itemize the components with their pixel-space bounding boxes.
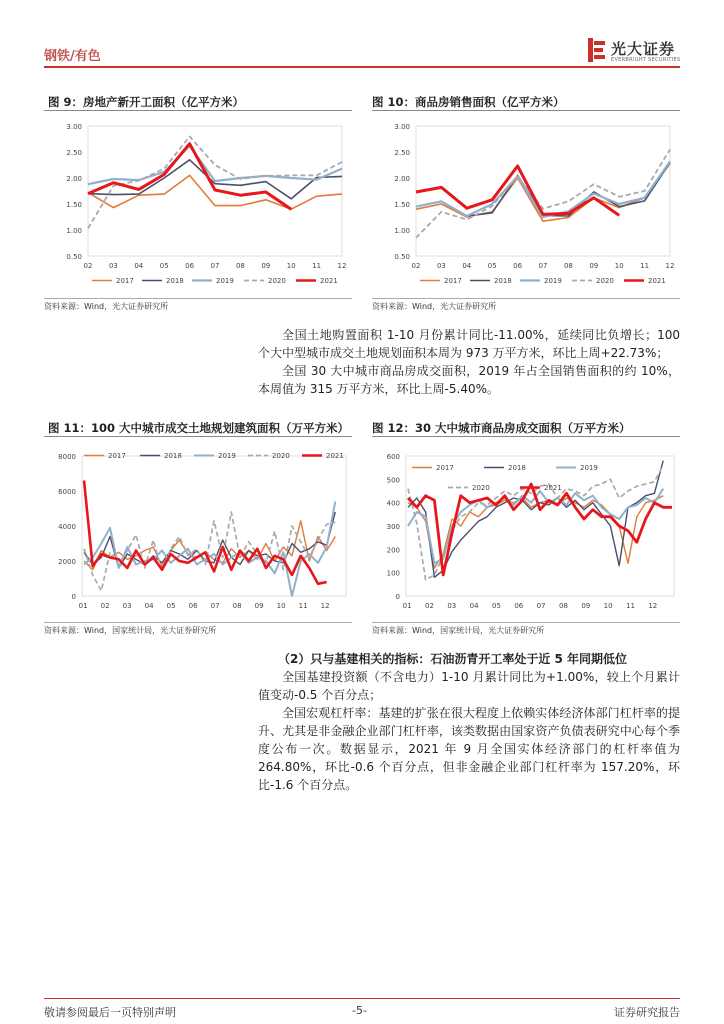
x-tick-label: 07: [536, 602, 546, 610]
legend-label-2020: 2020: [472, 484, 490, 492]
legend-label-2018: 2018: [494, 277, 512, 285]
y-tick-label: 2.00: [394, 175, 410, 183]
y-tick-label: 8000: [58, 453, 76, 461]
brand-name-en: EVERBRIGHT SECURITIES: [611, 57, 681, 63]
x-tick-label: 05: [159, 262, 169, 270]
x-tick-label: 10: [286, 262, 296, 270]
y-tick-label: 1.00: [66, 227, 82, 235]
y-tick-label: 3.00: [394, 123, 410, 131]
legend-label-2021: 2021: [544, 484, 562, 492]
x-tick-label: 04: [462, 262, 472, 270]
y-tick-label: 2.00: [66, 175, 82, 183]
x-tick-label: 12: [665, 262, 675, 270]
x-tick-label: 07: [210, 602, 220, 610]
footer-disclaimer: 敬请参阅最后一页特别声明: [44, 1006, 176, 1019]
x-tick-label: 09: [261, 262, 271, 270]
header-divider: [44, 66, 680, 68]
x-tick-label: 11: [312, 262, 322, 270]
plot-area: [82, 456, 346, 596]
x-tick-label: 06: [188, 602, 198, 610]
figure-12-source-rule: [372, 622, 680, 623]
figure-11-source-rule: [44, 622, 352, 623]
x-tick-label: 10: [603, 602, 613, 610]
section-2-heading: （2）只与基建相关的指标：石油沥青开工率处于近 5 年同期低位: [278, 652, 628, 666]
x-tick-label: 03: [447, 602, 457, 610]
y-tick-label: 300: [386, 523, 400, 531]
x-tick-label: 07: [538, 262, 548, 270]
x-tick-label: 10: [276, 602, 286, 610]
figure-11-source: 资料来源：Wind，国家统计局，光大证券研究所: [44, 626, 217, 635]
x-tick-label: 02: [83, 262, 93, 270]
y-tick-label: 200: [386, 546, 400, 555]
y-tick-label: 1.50: [66, 201, 82, 209]
page-number: -5-: [352, 1004, 367, 1017]
figure-12-title: 图 12：30 大中城市商品房成交面积（万平方米）: [372, 421, 631, 435]
y-tick-label: 0: [71, 593, 76, 601]
legend-label-2018: 2018: [164, 452, 182, 460]
x-tick-label: 02: [100, 602, 110, 610]
series-line-2020: [84, 512, 335, 591]
x-tick-label: 02: [411, 262, 421, 270]
y-tick-label: 100: [386, 569, 400, 578]
y-tick-label: 2.50: [394, 149, 410, 157]
footer-divider: [44, 998, 680, 999]
x-tick-label: 08: [558, 602, 568, 610]
y-tick-label: 1.50: [394, 201, 410, 209]
section-tag: 钢铁/有色: [44, 49, 101, 64]
x-tick-label: 09: [254, 602, 264, 610]
series-line-2020: [416, 149, 670, 237]
x-tick-label: 07: [210, 262, 220, 270]
x-tick-label: 12: [648, 602, 658, 610]
figure-10-source: 资料来源：Wind，光大证券研究所: [372, 302, 497, 311]
paragraph-land-purchase: 全国土地购置面积 1-10 月份累计同比-11.00%，延续同比负增长；100 个大中型城市成交土地规划面积本周为 973 万平方米，环比上周+22.73%；: [258, 328, 680, 360]
paragraph-housing-sales: 全国 30 大中城市商品房成交面积，2019 年占全国销售面积的约 10%，本周值为 315 万平方米，环比上周-5.40%。: [258, 364, 680, 396]
legend-label-2020: 2020: [596, 277, 614, 285]
figure-10-rule: [372, 110, 680, 111]
y-tick-label: 3.00: [66, 123, 82, 131]
x-tick-label: 03: [108, 262, 118, 270]
figure-9-rule: [44, 110, 352, 111]
x-tick-label: 06: [185, 262, 195, 270]
series-line-2020: [88, 136, 342, 228]
legend-label-2021: 2021: [320, 277, 338, 285]
legend-label-2021: 2021: [648, 277, 666, 285]
y-tick-label: 600: [386, 453, 400, 461]
y-tick-label: 6000: [58, 488, 76, 496]
x-tick-label: 12: [320, 602, 330, 610]
footer-doc-type: 证券研究报告: [614, 1006, 680, 1019]
x-tick-label: 04: [144, 602, 154, 610]
figure-10-source-rule: [372, 298, 680, 299]
x-tick-label: 05: [166, 602, 176, 610]
x-tick-label: 04: [134, 262, 144, 270]
x-tick-label: 05: [487, 262, 497, 270]
x-tick-label: 12: [337, 262, 347, 270]
x-tick-label: 03: [436, 262, 446, 270]
x-tick-label: 06: [513, 262, 523, 270]
x-tick-label: 11: [640, 262, 650, 270]
figure-11-chart: [44, 446, 352, 620]
figure-9-source-rule: [44, 298, 352, 299]
y-tick-label: 2.50: [66, 149, 82, 157]
figure-9-title: 图 9：房地产新开工面积（亿平方米）: [48, 95, 245, 109]
y-tick-label: 0: [395, 593, 400, 601]
legend-label-2021: 2021: [326, 452, 344, 460]
y-tick-label: 0.50: [66, 253, 82, 261]
legend-label-2019: 2019: [544, 277, 562, 285]
legend-label-2019: 2019: [580, 464, 598, 472]
figure-10-title: 图 10：商品房销售面积（亿平方米）: [372, 95, 565, 109]
brand-logo: [588, 36, 688, 68]
legend-label-2018: 2018: [166, 277, 184, 285]
x-tick-label: 02: [424, 602, 434, 610]
x-tick-label: 04: [469, 602, 479, 610]
figure-11-title: 图 11：100 大中城市成交土地规划建筑面积（万平方米）: [48, 421, 350, 435]
infrastructure-paragraphs: [258, 668, 680, 794]
y-tick-label: 500: [386, 476, 400, 485]
series-line-2019: [88, 146, 342, 184]
x-tick-label: 08: [235, 262, 245, 270]
legend-label-2017: 2017: [436, 464, 454, 472]
x-tick-label: 03: [122, 602, 132, 610]
y-tick-label: 4000: [58, 523, 76, 531]
x-tick-label: 06: [514, 602, 524, 610]
figure-9-source: 资料来源：Wind，光大证券研究所: [44, 302, 169, 311]
plot-area: [406, 456, 674, 596]
paragraph-macro-leverage: 全国宏观杠杆率：基建的扩张在很大程度上依赖实体经济体部门杠杆率的提升、尤其是非金融企业部门杠杆率，该类数据由国家资产负债表研究中心每个季度公布一次。数据显示，2021 年 9 月全国实体经济部门的杠杆率值为 264.80%，环比-0.6 个百分点，但非金融企业部门杠杆率为 157.20%，环比-1.6 个百分点。: [258, 706, 680, 792]
figure-12-source: 资料来源：Wind，国家统计局，光大证券研究所: [372, 626, 545, 635]
land-paragraphs: [258, 326, 680, 398]
figure-12-rule: [372, 436, 680, 437]
y-tick-label: 1.00: [394, 227, 410, 235]
x-tick-label: 10: [614, 262, 624, 270]
series-line-2021: [416, 166, 619, 215]
x-tick-label: 08: [232, 602, 242, 610]
legend-label-2017: 2017: [116, 277, 134, 285]
legend-label-2020: 2020: [272, 452, 290, 460]
figure-9-chart: [44, 116, 352, 296]
legend-label-2018: 2018: [508, 464, 526, 472]
x-tick-label: 09: [589, 262, 599, 270]
legend-label-2019: 2019: [216, 277, 234, 285]
legend-label-2020: 2020: [268, 277, 286, 285]
x-tick-label: 09: [581, 602, 591, 610]
x-tick-label: 08: [563, 262, 573, 270]
y-tick-label: 0.50: [394, 253, 410, 261]
legend-label-2019: 2019: [218, 452, 236, 460]
figure-12-chart: [372, 446, 680, 620]
x-tick-label: 11: [298, 602, 308, 610]
legend-label-2017: 2017: [108, 452, 126, 460]
y-tick-label: 2000: [58, 558, 76, 566]
legend-label-2017: 2017: [444, 277, 462, 285]
x-tick-label: 11: [625, 602, 635, 610]
x-tick-label: 01: [402, 602, 412, 610]
y-tick-label: 400: [386, 499, 400, 508]
x-tick-label: 05: [491, 602, 501, 610]
paragraph-infra-investment: 全国基建投资额（不含电力）1-10 月累计同比为+1.00%，较上个月累计值变动-0.5 个百分点；: [258, 670, 680, 702]
x-tick-label: 01: [78, 602, 88, 610]
figure-10-chart: [372, 116, 680, 296]
brand-name-cn: 光大证券: [611, 40, 676, 58]
brand-mark-icon: [588, 38, 606, 62]
figure-11-rule: [44, 436, 352, 437]
plot-area: [416, 126, 670, 256]
